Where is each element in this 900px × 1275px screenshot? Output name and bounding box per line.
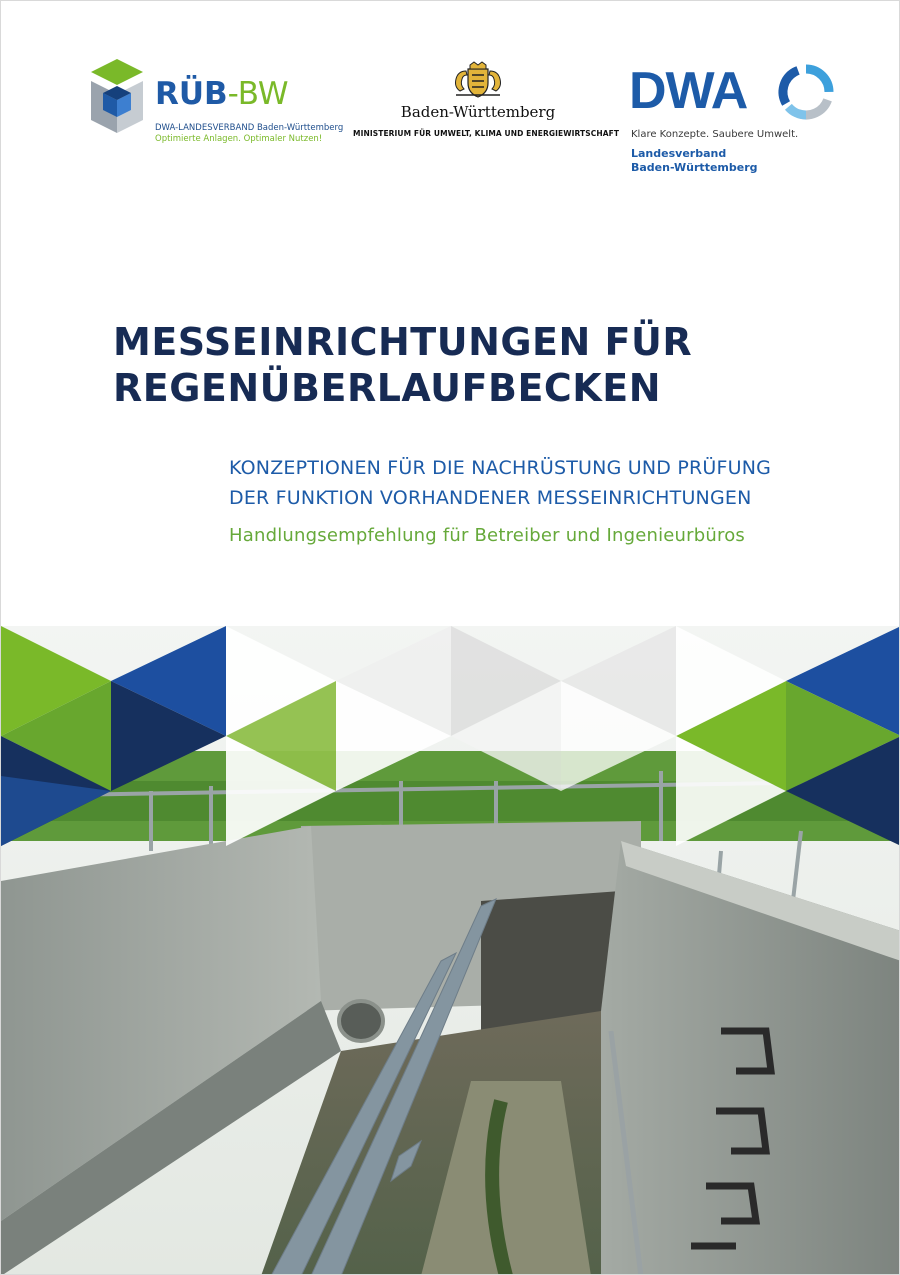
coat-of-arms-icon xyxy=(446,61,510,99)
subtitle-line-1: KONZEPTIONEN FÜR DIE NACHRÜSTUNG UND PRÜFUNG xyxy=(229,457,772,479)
dwa-landesverband: Landesverband xyxy=(631,147,727,160)
dwa-logo xyxy=(629,59,849,179)
dwa-landesverband-region: Baden-Württemberg xyxy=(631,161,758,174)
tagline: Handlungsempfehlung für Betreiber und Ingenieurbüros xyxy=(229,525,745,546)
rub-bw-slogan: Optimierte Anlagen. Optimaler Nutzen! xyxy=(155,134,323,144)
cover-photo xyxy=(1,581,900,1275)
title-line-1: MESSEINRICHTUNGEN FÜR xyxy=(113,320,693,364)
rub-bw-logo xyxy=(89,57,344,147)
title-line-2: REGENÜBERLAUFBECKEN xyxy=(113,366,661,410)
dwa-ring-icon xyxy=(775,59,837,125)
rub-bw-wordmark: RÜB-BW xyxy=(155,76,289,112)
subtitle-line-2: DER FUNKTION VORHANDENER MESSEINRICHTUNGEN xyxy=(229,487,752,509)
dwa-wordmark: DWA xyxy=(629,62,748,120)
bw-ministry-logo xyxy=(353,61,620,145)
dwa-slogan: Klare Konzepte. Saubere Umwelt. xyxy=(631,129,799,140)
bw-ministry-name: MINISTERIUM FÜR UMWELT, KLIMA UND ENERGIEWIRTSCHAFT xyxy=(353,129,620,138)
bw-name: Baden-Württemberg xyxy=(400,103,556,121)
page-title xyxy=(113,319,813,411)
page-subtitle xyxy=(229,453,869,513)
rub-cube-icon xyxy=(89,57,145,137)
rub-bw-subline: DWA-LANDESVERBAND Baden-Württemberg xyxy=(155,123,344,133)
